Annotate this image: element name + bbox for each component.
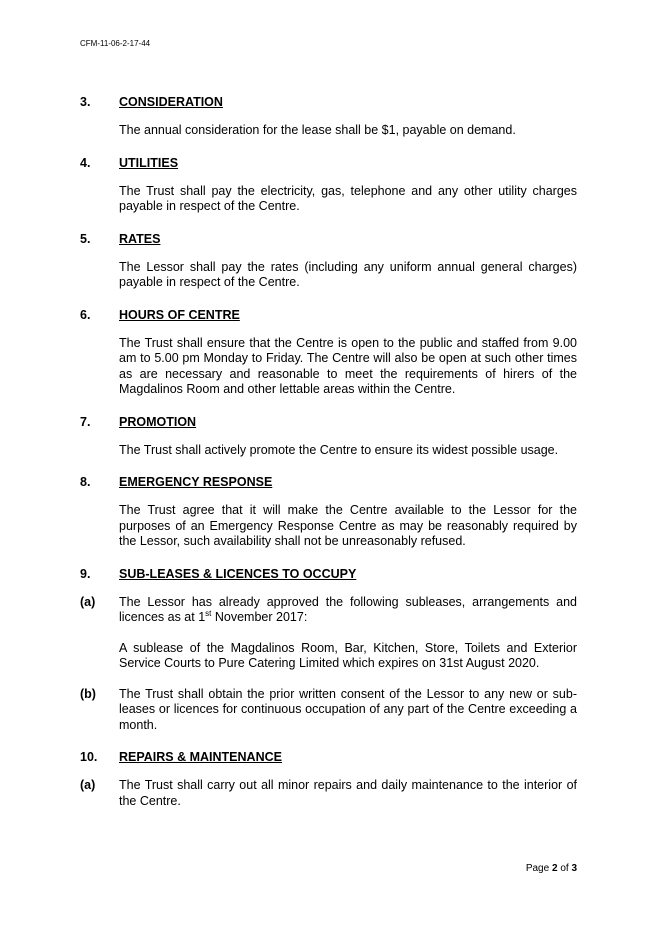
clause-text-end: November 2017: <box>211 610 308 624</box>
section-text: The Lessor shall pay the rates (including any uniform annual general charges) payable in respect of the Centre. <box>119 259 577 289</box>
section-title: PROMOTION <box>119 414 197 429</box>
page-total: 3 <box>571 863 577 874</box>
clause-text: The Trust shall obtain the prior written consent of the Lessor to any new or sub-leases or licences for continuous occupation of any part of the Centre exceeding a month. <box>119 686 577 732</box>
section-text: The Trust shall pay the electricity, gas, telephone and any other utility charges payable in respect of the Centre. <box>119 183 577 213</box>
section-title: SUB-LEASES & LICENCES TO OCCUPY <box>119 566 357 581</box>
clause-a <box>80 595 577 626</box>
ordinal-suffix: st <box>205 608 212 618</box>
section-heading <box>80 155 577 171</box>
section-number: 9. <box>80 566 91 581</box>
section-9 <box>80 566 577 734</box>
section-number: 5. <box>80 231 91 246</box>
section-8 <box>80 474 577 550</box>
document-reference: CFM-11-06-2-17-44 <box>80 39 151 48</box>
section-title: UTILITIES <box>119 155 179 170</box>
section-5 <box>80 231 577 291</box>
section-number: 10. <box>80 750 98 764</box>
section-number: 4. <box>80 155 91 170</box>
section-heading <box>80 307 577 323</box>
clause-label: (a) <box>80 778 96 792</box>
section-number: 8. <box>80 475 91 489</box>
clause-b <box>80 687 577 734</box>
clause-text <box>119 595 577 626</box>
section-text: The Trust agree that it will make the Centre available to the Lessor for the purposes of an Emergency Response Centre as may be reasonably required by the Lessor, such availability shall not be unreasonably refused. <box>119 503 577 548</box>
page-of: of <box>560 863 569 874</box>
page-current: 2 <box>551 863 558 874</box>
section-heading <box>80 231 577 247</box>
section-title: RATES <box>119 231 161 246</box>
section-text: The annual consideration for the lease shall be $1, payable on demand. <box>119 123 516 137</box>
section-6 <box>80 307 577 398</box>
section-heading <box>80 94 577 110</box>
section-heading <box>80 749 577 765</box>
section-3 <box>80 94 577 139</box>
section-title: CONSIDERATION <box>119 95 223 109</box>
section-heading <box>80 566 577 582</box>
section-title: REPAIRS & MAINTENANCE <box>119 750 282 764</box>
section-heading <box>80 414 577 430</box>
section-10 <box>80 749 577 809</box>
section-7 <box>80 414 577 459</box>
section-number: 7. <box>80 414 91 429</box>
section-number: 3. <box>80 95 91 109</box>
section-title: EMERGENCY RESPONSE <box>119 475 273 489</box>
document-body <box>80 94 577 825</box>
clause-label: (a) <box>80 594 96 609</box>
page-word: Page <box>525 863 550 874</box>
clause-label: (b) <box>80 686 96 701</box>
section-text: The Trust shall ensure that the Centre is open to the public and staffed from 9.00 am to 5.00 pm Monday to Friday. The Centre will also be open at such other times as are necessary and reasonable to meet the requirements of hirers of the Magdalinos Room and other lettable areas within the Centre. <box>119 335 577 396</box>
page-number <box>526 863 577 874</box>
section-title: HOURS OF CENTRE <box>119 307 240 322</box>
section-text: The Trust shall actively promote the Centre to ensure its widest possible usage. <box>119 442 559 457</box>
clause-a <box>80 778 577 809</box>
clause-text-start: The Lessor has already approved the following subleases, arrangements and licences as at 1 <box>119 594 577 624</box>
section-4 <box>80 155 577 215</box>
sublease-detail: A sublease of the Magdalinos Room, Bar, Kitchen, Store, Toilets and Exterior Service Courts to Pure Catering Limited which expires on 31st August 2020. <box>119 640 577 670</box>
section-heading <box>80 474 577 490</box>
section-number: 6. <box>80 307 91 322</box>
clause-text: The Trust shall carry out all minor repairs and daily maintenance to the interior of the Centre. <box>119 778 577 808</box>
